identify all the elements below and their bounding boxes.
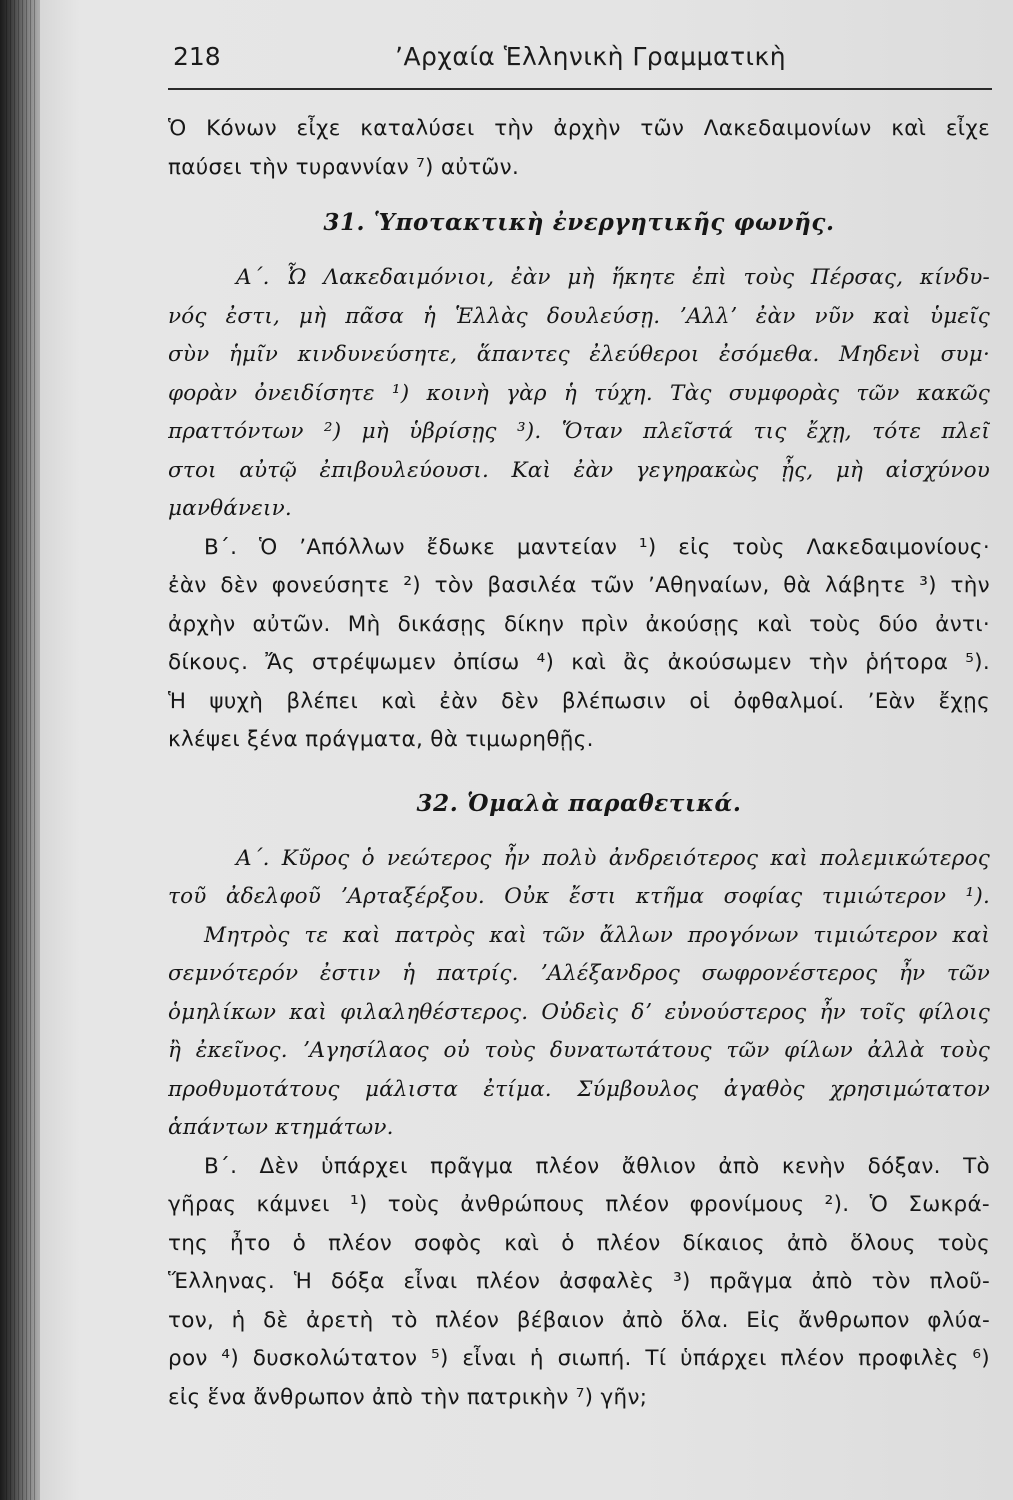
text-line: εἰς ἕνα ἄνθρωπον ἀπὸ τὴν πατρικὴν ⁷) γῆν; (168, 1384, 648, 1410)
section-31-heading: 31. Ὑποτακτικὴ ἐνεργητικῆς φωνῆς. (323, 209, 835, 236)
running-title: ʼΑρχαία Ἑλληνικὴ Γραμματικὴ (395, 42, 787, 71)
text-line: γῆρας κάμνει ¹) τοὺς ἀνθρώπους πλέον φρονίμους ²). Ὁ Σωκρά- (168, 1192, 990, 1217)
text-line: σὺν ἡμῖν κινδυνεύσητε, ἅπαντες ἐλεύθεροι ἐσόμεθα. Μηδενὶ συμ· (168, 342, 990, 367)
text-line: νός ἐστι, μὴ πᾶσα ἡ Ἑλλὰς δουλεύσῃ. ʼΑλλʼ ἐὰν νῦν καὶ ὑμεῖς (168, 303, 990, 329)
text-line: προθυμοτάτους μάλιστα ἐτίμα. Σύμβουλος ἀγαθὸς χρησιμώτατον (168, 1076, 990, 1102)
section-32-part-b (168, 1148, 990, 1418)
text-line: Β΄. Δὲν ὑπάρχει πρᾶγμα πλέον ἄθλιον ἀπὸ κενὴν δόξαν. Τὸ (204, 1153, 990, 1179)
section-32-heading: 32. Ὁμαλὰ παραθετικά. (416, 789, 742, 817)
text-line: παύσει τὴν τυραννίαν ⁷) αὐτῶν. (168, 154, 520, 180)
page-body (168, 110, 990, 1417)
text-line: Ὁ Κόνων εἶχε καταλύσει τὴν ἀρχὴν τῶν Λακεδαιμονίων καὶ εἶχε (168, 116, 990, 141)
text-line: ὁμηλίκων καὶ φιλαληθέστερος. Οὐδεὶς δʼ εὐνούστερος ἦν τοῖς φίλοις (168, 999, 990, 1025)
text-line: Ἕλληνας. Ἡ δόξα εἶναι πλέον ἀσφαλὲς ³) πρᾶγμα ἀπὸ τὸν πλοῦ- (168, 1269, 990, 1294)
text-line: σεμνότερόν ἐστιν ἡ πατρίς. ʼΑλέξανδρος σωφρονέστερος ἦν τῶν (168, 961, 990, 986)
text-line: Α΄. Κῦρος ὁ νεώτερος ἦν πολὺ ἀνδρειότερος καὶ πολεμικώτερος (236, 845, 990, 871)
text-line: τον, ἡ δὲ ἀρετὴ τὸ πλέον βέβαιον ἀπὸ ὅλα. Εἰς ἄνθρωπον φλύα- (168, 1307, 990, 1333)
text-line: Β΄. Ὁ ʼΑπόλλων ἔδωκε μαντείαν ¹) εἰς τοὺς Λακεδαιμονίους· (204, 534, 990, 560)
text-line: Μητρὸς τε καὶ πατρὸς καὶ τῶν ἄλλων προγόνων τιμιώτερον καὶ (204, 922, 990, 948)
page-number: 218 (173, 42, 221, 71)
section-31-part-a (168, 259, 990, 529)
text-line: πραττόντων ²) μὴ ὑβρίσῃς ³). Ὅταν πλεῖστά τις ἔχῃ, τότε πλεῖ (168, 419, 990, 444)
section-31-part-b (168, 529, 990, 760)
text-line: φορὰν ὀνειδίσητε ¹) κοινὴ γὰρ ἡ τύχη. Τὰς συμφορὰς τῶν κακῶς (168, 380, 990, 406)
page-edge-lines (6, 0, 36, 1500)
text-line: ἐὰν δὲν φονεύσητε ²) τὸν βασιλέα τῶν ʼΑθηναίων, θὰ λάβητε ³) τὴν (168, 573, 990, 598)
text-line: Α΄. Ὦ Λακεδαιμόνιοι, ἐὰν μὴ ἥκητε ἐπὶ τοὺς Πέρσας, κίνδυ- (236, 265, 990, 290)
text-line: μανθάνειν. (168, 496, 292, 521)
text-line: στοι αὐτῷ ἐπιβουλεύουσι. Καὶ ἐὰν γεγηρακὼς ᾖς, μὴ αἰσχύνου (168, 457, 990, 483)
top-paragraph (168, 110, 990, 187)
text-line: Ἡ ψυχὴ βλέπει καὶ ἐὰν δὲν βλέπωσιν οἱ ὀφθαλμοί. ʼΕὰν ἔχῃς (168, 688, 990, 714)
header-rule (168, 88, 992, 90)
text-line: της ἦτο ὁ πλέον σοφὸς καὶ ὁ πλέον δίκαιος ἀπὸ ὅλους τοὺς (168, 1230, 990, 1256)
page-header (165, 38, 995, 78)
section-32-part-a (168, 840, 990, 1148)
text-line: δίκους. Ἄς στρέψωμεν ὀπίσω ⁴) καὶ ἂς ἀκούσωμεν τὴν ῥήτορα ⁵). (168, 650, 990, 675)
text-line: ἁπάντων κτημάτων. (168, 1115, 394, 1140)
text-line: κλέψει ξένα πράγματα, θὰ τιμωρηθῇς. (168, 727, 594, 752)
text-line: ρον ⁴) δυσκολώτατον ⁵) εἶναι ἡ σιωπή. Τί ὑπάρχει πλέον προφιλὲς ⁶) (168, 1346, 990, 1371)
text-line: ἀρχὴν αὐτῶν. Μὴ δικάσῃς δίκην πρὶν ἀκούσῃς καὶ τοὺς δύο ἀντι· (168, 611, 990, 637)
text-line: ἢ ἐκεῖνος. ʼΑγησίλαος οὐ τοὺς δυνατωτάτους τῶν φίλων ἀλλὰ τοὺς (168, 1038, 990, 1063)
text-line: τοῦ ἀδελφοῦ ʼΑρταξέρξου. Οὐκ ἔστι κτῆμα σοφίας τιμιώτερον ¹). (168, 884, 990, 909)
